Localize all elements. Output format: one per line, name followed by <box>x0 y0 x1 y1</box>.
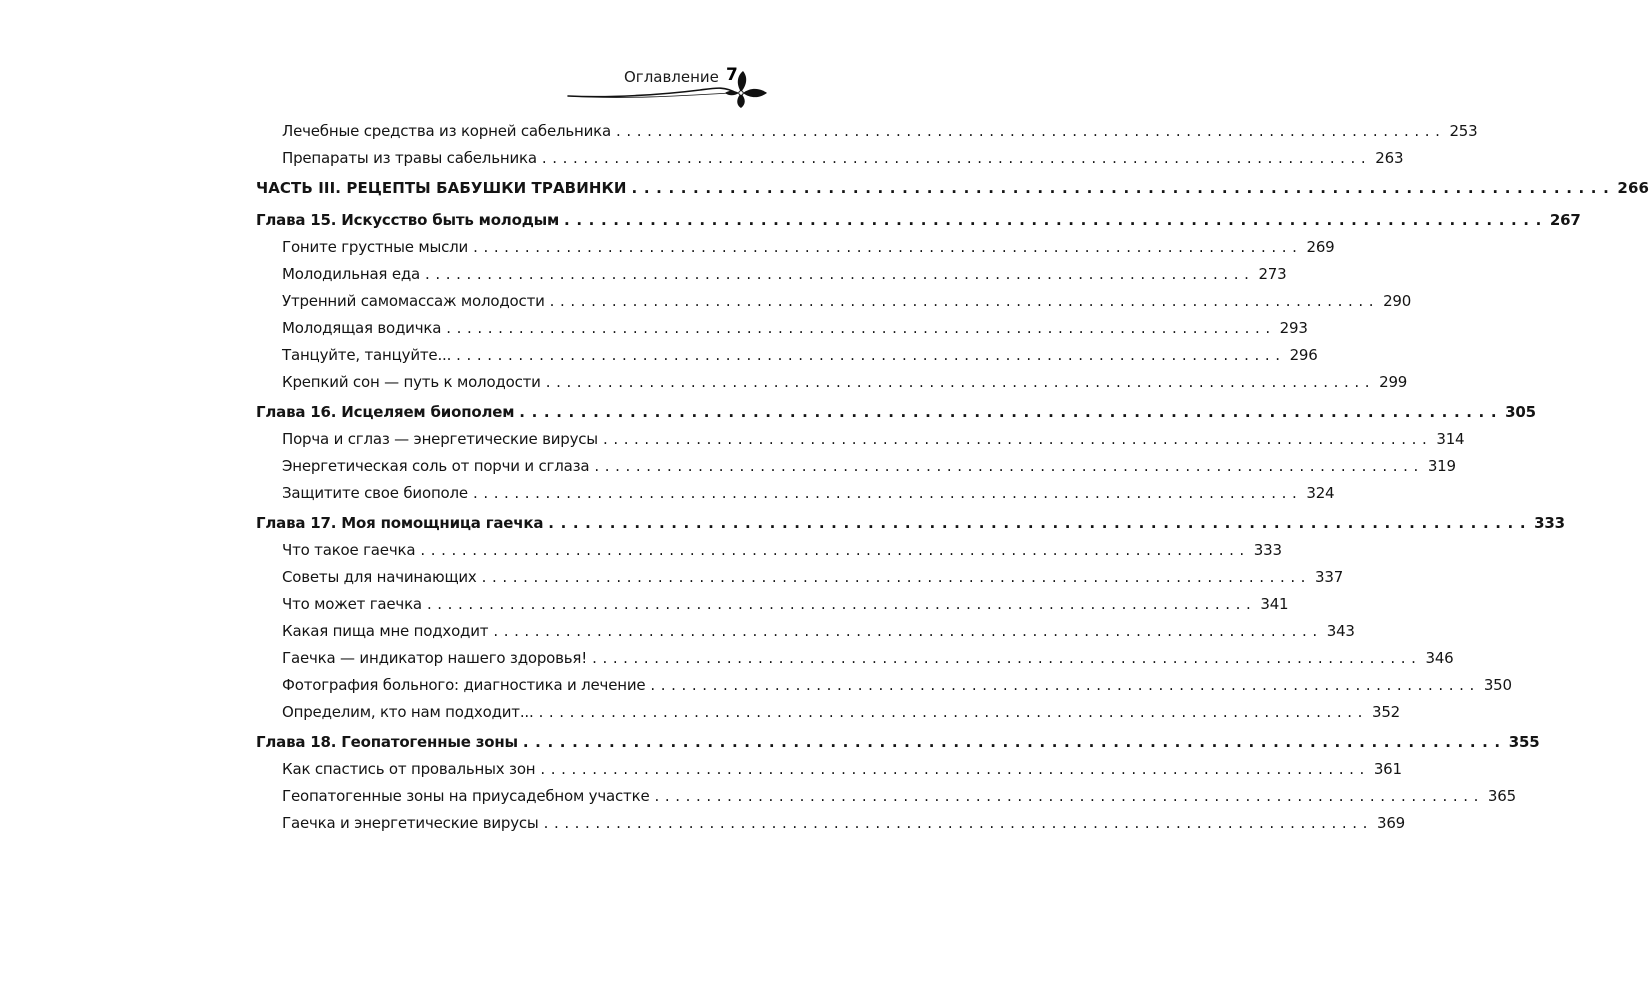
toc-entry <box>256 426 1465 453</box>
dot-leader: ................................................................................ <box>456 346 1286 364</box>
toc-entry <box>256 480 1335 507</box>
dot-leader: ................................................................................ <box>650 676 1480 694</box>
toc-entry <box>256 234 1335 261</box>
toc-entry <box>256 564 1344 591</box>
toc-entry-page: 263 <box>1375 149 1404 167</box>
toc-entry-page: 273 <box>1258 265 1287 283</box>
toc-entry <box>256 618 1355 645</box>
toc-entry-page: 266 <box>1617 179 1649 197</box>
dot-leader: ................................................................................ <box>425 265 1255 283</box>
toc-entry-page: 346 <box>1425 649 1454 667</box>
toc-entry-page: 290 <box>1383 292 1412 310</box>
toc-entry-title: Препараты из травы сабельника <box>282 149 537 167</box>
toc-entry-page: 319 <box>1427 457 1456 475</box>
toc-entry-title: Крепкий сон — путь к молодости <box>282 373 541 391</box>
toc-entry-page: 343 <box>1326 622 1355 640</box>
dot-leader: ................................................................................ <box>541 149 1372 167</box>
toc-entry <box>256 645 1454 672</box>
toc-entry-title: Утренний самомассаж молодости <box>282 292 545 310</box>
toc-entry <box>256 453 1456 480</box>
toc-entry-page: 269 <box>1306 238 1335 256</box>
toc-entry-title: Танцуйте, танцуйте... <box>282 346 452 364</box>
toc-entry-title: Какая пища мне подходит <box>282 622 489 640</box>
toc-entry-page: 337 <box>1315 568 1344 586</box>
toc-entry <box>256 118 1478 145</box>
dot-leader: ................................................................................ <box>545 373 1376 391</box>
toc-entry-page: 293 <box>1279 319 1308 337</box>
dot-leader: ................................................................................ <box>540 760 1370 778</box>
toc-entry-page: 305 <box>1505 403 1536 421</box>
toc-entry <box>256 288 1412 315</box>
toc-entry-title: Что такое гаечка <box>282 541 416 559</box>
toc-entry-page: 296 <box>1289 346 1318 364</box>
toc-entry-title: Глава 16. Исцеляем биополем <box>256 403 515 421</box>
dot-leader: ................................................................................ <box>594 457 1424 475</box>
toc-entry-page: 253 <box>1449 122 1478 140</box>
toc-entry-page: 267 <box>1549 211 1581 229</box>
leaf-flourish-icon <box>540 62 780 112</box>
header-page-number: 7 <box>726 65 738 85</box>
toc-part-heading <box>256 172 1649 204</box>
toc-entry-title: Что может гаечка <box>282 595 422 613</box>
toc-entry-title: ЧАСТЬ III. РЕЦЕПТЫ БАБУШКИ ТРАВИНКИ <box>256 179 627 197</box>
toc-entry-page: 341 <box>1260 595 1289 613</box>
dot-leader: ................................................................................ <box>420 541 1250 559</box>
toc-chapter-heading <box>256 396 1536 426</box>
dot-leader: ................................................................................ <box>538 703 1369 721</box>
dot-leader: ................................................................................ <box>549 292 1380 310</box>
toc-entry-page: 355 <box>1508 733 1540 751</box>
toc-entry-page: 314 <box>1436 430 1465 448</box>
dot-leader: ................................................................................ <box>426 595 1257 613</box>
toc-entry <box>256 756 1402 783</box>
toc-entry-page: 299 <box>1379 373 1408 391</box>
toc-entry-title: Порча и сглаз — энергетические вирусы <box>282 430 598 448</box>
toc-entry-title: Защитите свое биополе <box>282 484 468 502</box>
dot-leader: ................................................................................ <box>548 514 1533 532</box>
dot-leader: ................................................................................ <box>631 179 1616 197</box>
toc-entry-title: Молодящая водичка <box>282 319 442 337</box>
toc-entry-title: Гоните грустные мысли <box>282 238 469 256</box>
toc-chapter-heading <box>256 204 1581 234</box>
dot-leader: ................................................................................ <box>522 733 1507 751</box>
dot-leader: ................................................................................ <box>592 649 1422 667</box>
toc-entry-page: 324 <box>1306 484 1335 502</box>
toc-entry-page: 352 <box>1371 703 1401 721</box>
toc-entry <box>256 315 1308 342</box>
dot-leader: ................................................................................ <box>616 122 1446 140</box>
toc-entry-page: 350 <box>1483 676 1512 694</box>
dot-leader: ................................................................................ <box>543 814 1374 832</box>
toc-entry-title: Гаечка и энергетические вирусы <box>282 814 539 832</box>
toc-entry-title: Глава 18. Геопатогенные зоны <box>256 733 518 751</box>
toc-entry <box>256 672 1512 699</box>
toc-entry-page: 369 <box>1377 814 1406 832</box>
toc-chapter-heading <box>256 507 1565 537</box>
toc-entry <box>256 699 1401 726</box>
toc-entry <box>256 342 1318 369</box>
dot-leader: ................................................................................ <box>602 430 1433 448</box>
toc-entry-title: Гаечка — индикатор нашего здоровья! <box>282 649 588 667</box>
toc-entry-title: Глава 15. Искусство быть молодым <box>256 211 560 229</box>
toc-entry <box>256 537 1282 564</box>
toc-entry <box>256 261 1287 288</box>
dot-leader: ................................................................................ <box>564 211 1548 229</box>
table-of-contents <box>256 118 1649 837</box>
toc-entry <box>256 783 1516 810</box>
toc-entry <box>256 591 1289 618</box>
toc-entry-title: Советы для начинающих <box>282 568 477 586</box>
toc-entry-title: Молодильная еда <box>282 265 421 283</box>
toc-entry <box>256 145 1404 172</box>
dot-leader: ................................................................................ <box>519 403 1504 421</box>
dot-leader: ................................................................................ <box>473 238 1303 256</box>
toc-entry-page: 333 <box>1253 541 1282 559</box>
toc-entry-title: Глава 17. Моя помощница гаечка <box>256 514 544 532</box>
dot-leader: ................................................................................ <box>493 622 1323 640</box>
toc-entry <box>256 369 1408 396</box>
dot-leader: ................................................................................ <box>472 484 1303 502</box>
dot-leader: ................................................................................ <box>654 787 1484 805</box>
toc-entry-title: Определим, кто нам подходит... <box>282 703 534 721</box>
toc-chapter-heading <box>256 726 1540 756</box>
toc-entry-title: Геопатогенные зоны на приусадебном участке <box>282 787 650 805</box>
toc-entry-title: Как спастись от провальных зон <box>282 760 536 778</box>
header-title: Оглавление <box>624 68 719 86</box>
dot-leader: ................................................................................ <box>446 319 1276 337</box>
toc-entry-title: Энергетическая соль от порчи и сглаза <box>282 457 590 475</box>
running-header <box>540 62 780 112</box>
dot-leader: ................................................................................ <box>481 568 1312 586</box>
toc-entry-page: 333 <box>1534 514 1565 532</box>
toc-entry-title: Фотография больного: диагностика и лечение <box>282 676 646 694</box>
toc-entry-page: 361 <box>1373 760 1402 778</box>
toc-entry-page: 365 <box>1487 787 1516 805</box>
toc-entry-title: Лечебные средства из корней сабельника <box>282 122 612 140</box>
toc-entry <box>256 810 1406 837</box>
